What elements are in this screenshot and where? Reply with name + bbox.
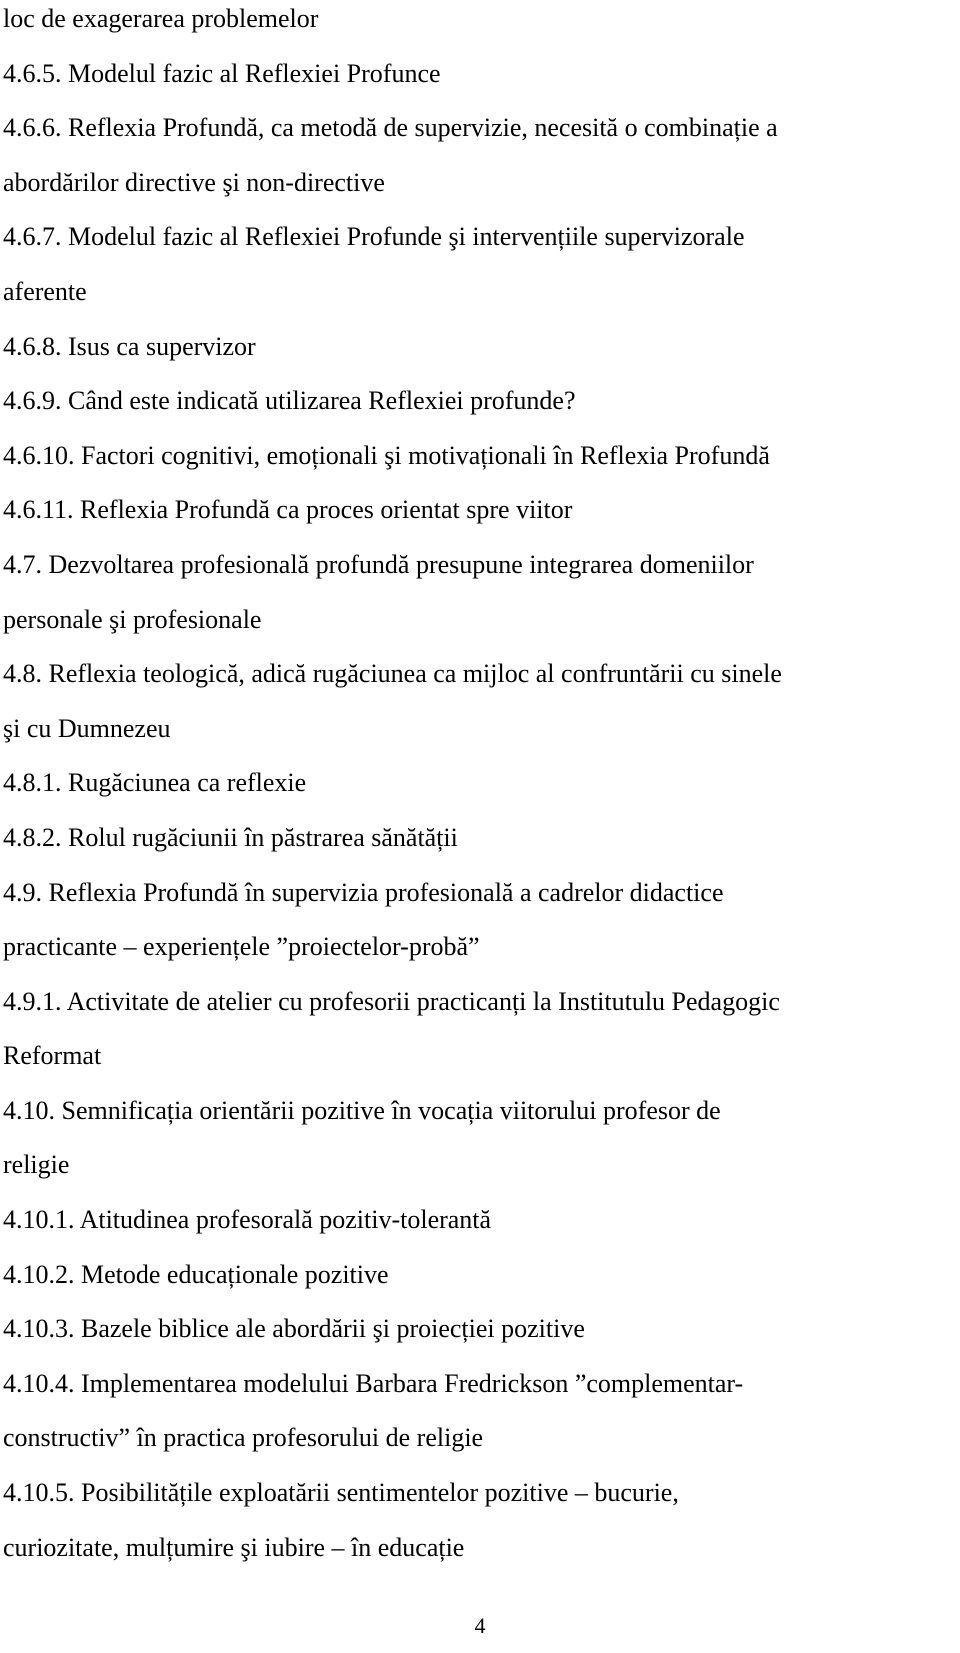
toc-line: 4.8.1. Rugăciunea ca reflexie: [3, 768, 307, 798]
toc-line: 4.7. Dezvoltarea profesională profundă presupune integrarea domeniilor: [3, 549, 754, 579]
toc-line: 4.10. Semnificația orientării pozitive în vocația viitorului profesor de: [3, 1095, 721, 1125]
toc-line: 4.10.3. Bazele biblice ale abordării şi proiecției pozitive: [3, 1314, 585, 1344]
toc-line: 4.8. Reflexia teologică, adică rugăciunea ca mijloc al confruntării cu sinele: [3, 659, 782, 689]
toc-line: loc de exagerarea problemelor: [3, 4, 319, 33]
page-number: 4: [474, 1613, 486, 1638]
toc-line: personale şi profesionale: [3, 604, 262, 634]
toc-line: Reformat: [3, 1041, 102, 1071]
toc-line: 4.6.9. Când este indicată utilizarea Reflexiei profunde?: [3, 386, 576, 416]
toc-line: 4.10.5. Posibilitățile exploatării sentimentelor pozitive – bucurie,: [3, 1478, 679, 1508]
toc-line: 4.10.2. Metode educaționale pozitive: [3, 1259, 389, 1289]
toc-line: 4.6.11. Reflexia Profundă ca proces orientat spre viitor: [3, 495, 573, 525]
toc-line: 4.6.5. Modelul fazic al Reflexiei Profunce: [3, 58, 441, 88]
toc-line: 4.9. Reflexia Profundă în supervizia profesională a cadrelor didactice: [3, 877, 724, 907]
toc-line: aferente: [3, 276, 87, 306]
toc-line: şi cu Dumnezeu: [3, 713, 171, 743]
toc-line: 4.8.2. Rolul rugăciunii în păstrarea sănătății: [3, 822, 458, 852]
toc-line: 4.10.1. Atitudinea profesorală pozitiv-tolerantă: [3, 1205, 492, 1235]
toc-line: curiozitate, mulțumire şi iubire – în educație: [3, 1532, 465, 1562]
toc-line: 4.6.10. Factori cognitivi, emoționali şi motivaționali în Reflexia Profundă: [3, 440, 770, 470]
toc-line: practicante – experiențele ”proiectelor-probă”: [3, 932, 480, 962]
toc-line: 4.6.7. Modelul fazic al Reflexiei Profunde şi intervențiile supervizorale: [3, 222, 745, 252]
toc-line: 4.6.8. Isus ca supervizor: [3, 331, 256, 361]
toc-line: religie: [3, 1150, 70, 1180]
toc-line: abordărilor directive şi non-directive: [3, 167, 385, 197]
toc-line: constructiv” în practica profesorului de religie: [3, 1423, 484, 1453]
table-of-contents: [3, 0, 958, 1575]
toc-line: 4.9.1. Activitate de atelier cu profesorii practicanți la Institutulu Pedagogic: [3, 986, 780, 1016]
toc-line: 4.10.4. Implementarea modelului Barbara Fredrickson ”complementar-: [3, 1368, 744, 1398]
toc-line: 4.6.6. Reflexia Profundă, ca metodă de supervizie, necesită o combinație a: [3, 113, 778, 143]
